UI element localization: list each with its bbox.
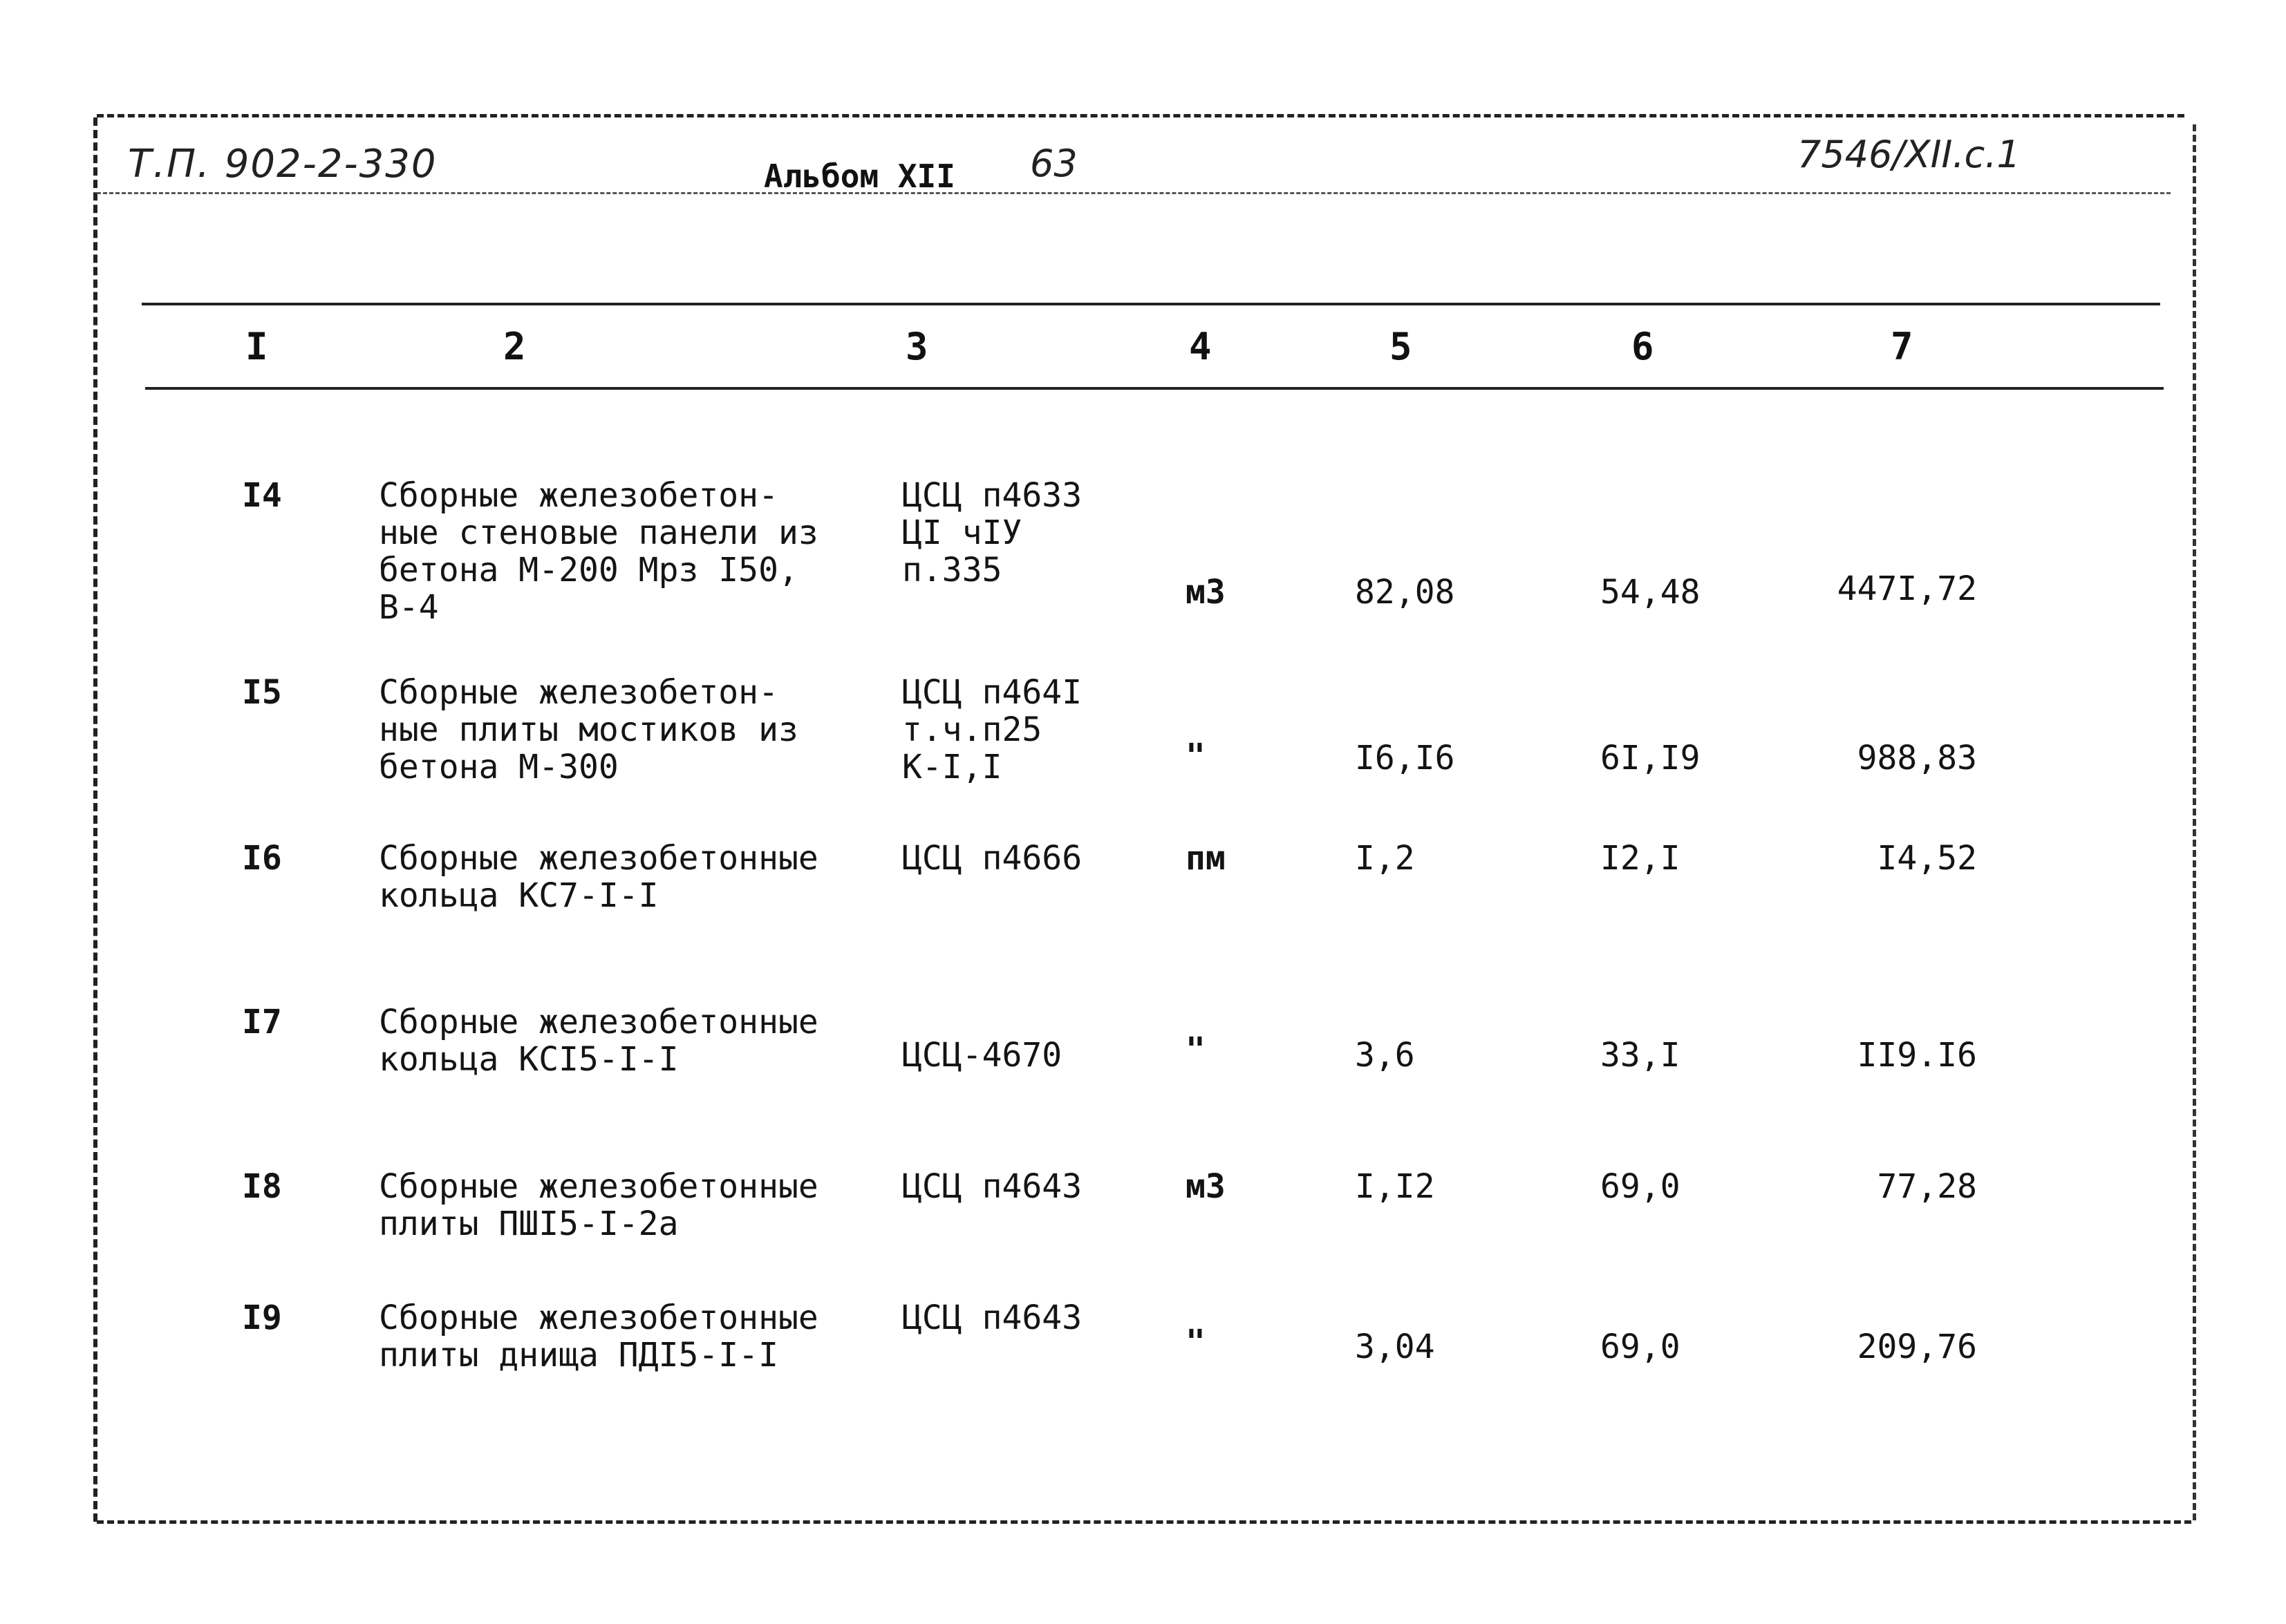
table-top-rule	[142, 303, 2160, 305]
quantity: 82,08	[1355, 573, 1455, 612]
unit-price: 33,I	[1600, 1036, 1680, 1075]
unit-price: 54,48	[1600, 573, 1701, 612]
column-header-3: 3	[906, 325, 928, 368]
total-cost: 447I,72	[1837, 569, 1977, 608]
price-reference: ЦСЦ п4643	[902, 1299, 1083, 1337]
unit: "	[1186, 1030, 1206, 1069]
column-header-1: I	[245, 325, 268, 368]
column-header-5: 5	[1389, 325, 1412, 368]
row-number: I4	[242, 476, 282, 515]
column-header-4: 4	[1189, 325, 1212, 368]
frame-top-border	[97, 114, 2184, 117]
item-name: Сборные железобетон- ные плиты мостиков из бетона М-300	[379, 673, 798, 786]
frame-right-border	[2193, 124, 2196, 1520]
quantity: 3,6	[1355, 1036, 1415, 1075]
price-reference: ЦСЦ п4666	[902, 839, 1083, 878]
quantity: I6,I6	[1355, 739, 1455, 777]
unit: м3	[1186, 1167, 1226, 1206]
price-reference: ЦСЦ п464I т.ч.п25 К-I,I	[902, 673, 1083, 786]
row-number: I7	[242, 1003, 282, 1041]
total-cost: 988,83	[1857, 739, 1977, 777]
price-reference: ЦСЦ п4643	[902, 1167, 1083, 1206]
quantity: I,2	[1355, 839, 1415, 878]
price-reference: ЦСЦ-4670	[902, 1036, 1062, 1075]
column-header-2: 2	[503, 325, 526, 368]
total-cost: 77,28	[1877, 1167, 1977, 1206]
item-name: Сборные железобетон- ные стеновые панели из бетона М-200 Мрз I50, В-4	[379, 476, 818, 627]
total-cost: I4,52	[1877, 839, 1977, 878]
item-name: Сборные железобетонные кольца КС7-I-I	[379, 839, 818, 915]
unit-price: 69,0	[1600, 1167, 1680, 1206]
quantity: I,I2	[1355, 1167, 1435, 1206]
table-header-rule	[145, 387, 2164, 390]
frame-left-border	[93, 117, 97, 1522]
project-code: Т.П. 902-2-330	[128, 142, 438, 187]
row-number: I6	[242, 839, 282, 878]
stamp-divider	[97, 192, 2171, 194]
page-number: 63	[1030, 142, 1078, 185]
frame-bottom-border	[97, 1520, 2191, 1524]
unit: пм	[1186, 839, 1226, 878]
quantity: 3,04	[1355, 1328, 1435, 1366]
unit-price: 69,0	[1600, 1328, 1680, 1366]
row-number: I5	[242, 673, 282, 712]
column-header-7: 7	[1891, 325, 1913, 368]
column-header-6: 6	[1631, 325, 1654, 368]
price-reference: ЦСЦ п4633 ЦI чIУ п.335	[902, 476, 1083, 589]
row-number: I9	[242, 1299, 282, 1337]
total-cost: 209,76	[1857, 1328, 1977, 1366]
album-title: Альбом XII	[764, 158, 955, 195]
unit: "	[1186, 737, 1206, 775]
unit-price: 6I,I9	[1600, 739, 1701, 777]
unit: "	[1186, 1323, 1206, 1361]
row-number: I8	[242, 1167, 282, 1206]
item-name: Сборные железобетонные кольца КСI5-I-I	[379, 1003, 818, 1079]
unit-price: I2,I	[1600, 839, 1680, 878]
unit: м3	[1186, 573, 1226, 612]
total-cost: II9.I6	[1857, 1036, 1977, 1075]
item-name: Сборные железобетонные плиты днища ПДI5-I-I	[379, 1299, 818, 1375]
inventory-code: 7546/XII.с.1	[1797, 133, 2021, 176]
item-name: Сборные железобетонные плиты ПШI5-I-2а	[379, 1167, 818, 1243]
